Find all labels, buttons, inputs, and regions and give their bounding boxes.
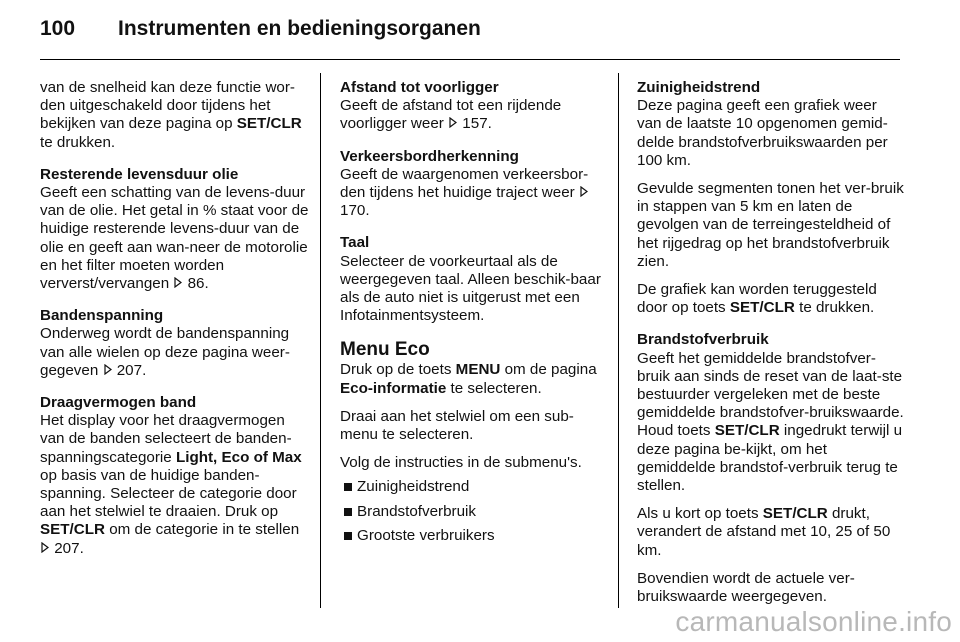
page-reference-icon: [448, 115, 458, 133]
page-reference-icon: [103, 362, 113, 380]
section-distance: Afstand tot voorligger Geeft de afstand tot een rijdende voorligger weer 157.: [340, 79, 605, 134]
section-fuel-consumption: Brandstofverbruik Geeft het gemiddelde brandstofver-bruik aan sinds de reset van de laat-ste bestuurder vergeleken met de beste gemiddelde brandstofver-bruikswaarde. Houd toets SET/CLR ingedrukt terwijl u deze pagina be-kijkt, om het gemiddelde brandstof-verbruik terug te stellen.: [637, 331, 904, 495]
page-reference-icon: [579, 184, 589, 202]
section-tire-load: Draagvermogen band Het display voor het draagvermogen van de banden selecteert de banden-spanningscategorie Light, Eco of Max op basis van de huidige banden-spanning. Selecteer de categorie door aan het stelwiel te draaien. Druk op SET/CLR om de categorie in te stellen 207.: [40, 394, 310, 558]
paragraph: Gevulde segmenten tonen het ver-bruik in stappen van 5 km en laten de gevolgen van de terreingesteldheid of het rijgedrag op het brandstofverbruik zien.: [637, 180, 904, 270]
column-divider: [320, 73, 321, 608]
header-rule: [40, 59, 900, 60]
bullet-icon: [344, 508, 352, 516]
paragraph: Volg de instructies in de submenu's.: [340, 454, 582, 472]
paragraph: van de snelheid kan deze functie wor-den uitgeschakeld door tijdens het bekijken van deze pagina op SET/CLR te drukken.: [40, 79, 302, 151]
bullet-icon: [344, 483, 352, 491]
submenu-list: [340, 478, 605, 545]
page-number: 100: [40, 17, 76, 40]
section-economy-trend: Zuinigheidstrend Deze pagina geeft een grafiek weer van de laatste 10 opgenomen gemid-delde brandstofverbruikswaarden per 100 km.: [637, 79, 905, 170]
section-heading: Draagvermogen band: [40, 394, 197, 412]
paragraph: Draai aan het stelwiel om een sub-menu te selecteren.: [340, 407, 574, 444]
section-traffic-signs: Verkeersbordherkenning Geeft de waargenomen verkeersbor-den tijdens het huidige traject weer 170.: [340, 148, 605, 221]
page-reference-icon: [173, 275, 183, 293]
section-heading: Zuinigheidstrend: [637, 79, 761, 96]
section-heading: Verkeersbordherkenning: [340, 147, 519, 165]
section-heading: Taal: [340, 234, 370, 252]
section-language: Taal Selecteer de voorkeurtaal als de weergegeven taal. Alleen beschik-baar als de auto niet is uitgerust met een Infotainmentsysteem.: [340, 234, 605, 325]
column-right: [637, 79, 905, 620]
column-divider: [618, 73, 619, 608]
page-title: Instrumenten en bedieningsorganen: [118, 17, 481, 40]
section-tire-pressure: Bandenspanning Onderweg wordt de bandenspanning van alle wielen op deze pagina weer-gegeven 207.: [40, 307, 310, 380]
list-item: Zuinigheidstrend: [340, 478, 605, 496]
section-heading: Bandenspanning: [40, 307, 164, 325]
paragraph: Als u kort op toets SET/CLR drukt, verandert de afstand met 10, 25 of 50 km.: [637, 505, 891, 559]
column-left: [40, 79, 310, 572]
list-item: Grootste verbruikers: [340, 527, 605, 545]
section-heading: Brandstofverbruik: [637, 331, 769, 349]
page-reference-icon: [40, 540, 50, 558]
bullet-icon: [344, 532, 352, 540]
section-title: Menu Eco: [340, 339, 430, 361]
section-heading: Resterende levensduur olie: [40, 165, 239, 183]
section-oil-life: Resterende levensduur olie Geeft een schatting van de levens-duur van de olie. Het getal in % staat voor de huidige resterende levens-duur van de olie en geeft aan wan-neer de motorolie en het filter moeten worden ververst/vervangen 86.: [40, 165, 309, 293]
paragraph: Bovendien wordt de actuele ver-bruikswaarde weergegeven.: [637, 569, 855, 606]
section-heading: Afstand tot voorligger: [340, 79, 499, 96]
watermark: carmanualsonline.info: [675, 606, 952, 637]
section-eco-menu: Menu Eco Druk op de toets MENU om de pagina Eco-informatie te selecteren.: [340, 339, 605, 397]
column-middle: [340, 79, 605, 551]
paragraph: De grafiek kan worden teruggesteld door op toets SET/CLR te drukken.: [637, 281, 877, 317]
page-header: [0, 0, 960, 60]
list-item: Brandstofverbruik: [340, 503, 605, 521]
